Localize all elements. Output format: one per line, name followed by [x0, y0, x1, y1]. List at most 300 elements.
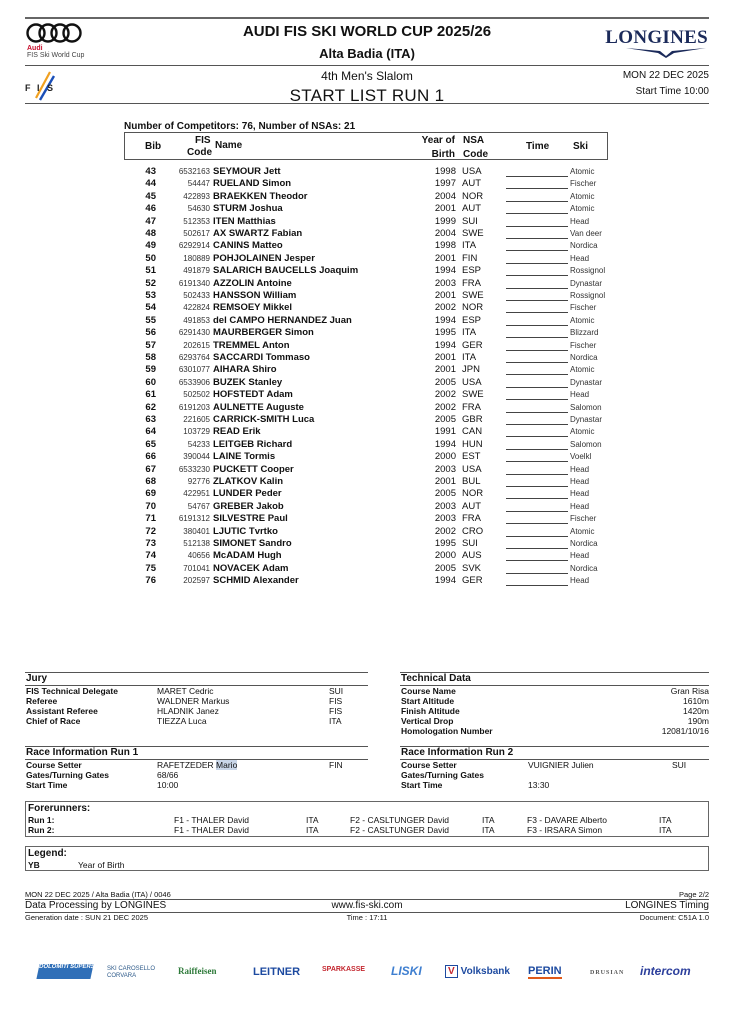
ski-brand: Head — [570, 477, 590, 486]
year-of-birth: 2005 — [434, 488, 456, 500]
athlete-name: ZLATKOV Kalin — [213, 476, 284, 487]
time-blank — [506, 290, 568, 301]
year-of-birth: 2004 — [434, 190, 456, 202]
competitor-row — [124, 191, 614, 203]
fis-code: 6293764 — [178, 353, 210, 362]
header-top-rule — [25, 17, 709, 19]
jury-role: Chief of Race — [26, 716, 81, 726]
svg-text:S: S — [47, 83, 54, 93]
year-of-birth: 2001 — [434, 352, 456, 363]
time-blank — [506, 340, 568, 351]
run2-start-label: Start Time — [401, 780, 443, 790]
nsa-code: BUL — [462, 476, 481, 487]
time-blank — [506, 216, 568, 227]
forerunner-3-nation: ITA — [659, 815, 672, 825]
fis-code: 54233 — [187, 439, 210, 449]
bib: 50 — [145, 252, 156, 264]
competitor-row — [124, 575, 614, 587]
competition-title: AUDI FIS SKI WORLD CUP 2025/26 — [242, 23, 492, 40]
competitor-row — [124, 216, 614, 228]
run1-course-setter-surname: RAFETZEDER — [157, 760, 214, 770]
bib: 46 — [145, 203, 156, 215]
fis-code: 6301077 — [178, 365, 210, 375]
jury-role: FIS Technical Delegate — [26, 686, 118, 696]
year-of-birth: 1991 — [434, 426, 456, 438]
athlete-name: CANINS Matteo — [213, 240, 283, 252]
year-of-birth: 1997 — [434, 178, 456, 190]
nsa-code: NOR — [462, 302, 484, 314]
forerunner-3: F3 - IRSARA Simon — [527, 825, 603, 835]
document-title: START LIST RUN 1 — [289, 86, 445, 105]
time-blank — [506, 513, 568, 524]
nsa-code: USA — [462, 463, 482, 475]
ski-brand: Van deer — [570, 229, 602, 238]
nsa-code: SWE — [462, 228, 484, 239]
ski-brand: Dynastar — [570, 278, 603, 288]
athlete-name: RUELAND Simon — [213, 178, 292, 190]
footer-timing: LONGINES Timing — [625, 900, 709, 911]
legend-meaning: Year of Birth — [78, 860, 125, 870]
year-of-birth: 2001 — [434, 290, 456, 301]
ski-brand: Nordica — [570, 353, 598, 362]
run1-course-setter-firstname-selected[interactable]: Mario — [216, 760, 238, 770]
athlete-name: AZZOLIN Antoine — [213, 277, 292, 289]
athlete-name: READ Erik — [213, 426, 261, 438]
nsa-code: AUS — [462, 550, 482, 562]
year-of-birth: 2003 — [434, 513, 456, 525]
year-of-birth: 2002 — [434, 401, 456, 413]
ski-brand: Fischer — [570, 340, 597, 350]
competitor-row — [124, 526, 614, 538]
forerunner-1: F1 - THALER David — [174, 815, 249, 825]
longines-wings-icon — [620, 46, 712, 58]
volksbank-v-icon: V — [445, 965, 458, 978]
forerunner-run-label: Run 2: — [28, 825, 55, 835]
competitor-count: Number of Competitors: 76, Number of NSAs: 21 — [124, 121, 356, 132]
athlete-name: SILVESTRE Paul — [213, 513, 288, 525]
bib: 65 — [145, 438, 156, 450]
competitor-row — [124, 501, 614, 513]
col-time: Time — [526, 141, 550, 152]
bib: 68 — [145, 476, 156, 487]
fis-code: 502433 — [183, 291, 210, 300]
athlete-name: POHJOLAINEN Jesper — [213, 252, 315, 264]
jury-role: Referee — [26, 696, 58, 706]
ski-brand: Voelkl — [570, 452, 592, 462]
ski-brand: Nordica — [570, 563, 598, 573]
bib: 58 — [145, 352, 156, 363]
ski-brand: Dynastar — [570, 377, 603, 387]
competitor-row — [124, 538, 614, 550]
time-blank — [506, 166, 568, 177]
ski-brand: Dynastar — [570, 415, 603, 424]
bib: 52 — [145, 277, 156, 289]
bib: 71 — [145, 513, 156, 525]
year-of-birth: 2002 — [434, 525, 456, 537]
technical-label: Vertical Drop — [401, 716, 454, 726]
athlete-name: SALARICH BAUCELLS Joaquim — [213, 265, 359, 277]
bib: 45 — [145, 190, 156, 202]
year-of-birth: 1998 — [434, 166, 456, 177]
fis-code: 202597 — [183, 576, 210, 586]
time-blank — [506, 550, 568, 561]
year-of-birth: 2001 — [434, 364, 456, 376]
fis-code: 491879 — [183, 266, 210, 276]
bib: 67 — [145, 463, 156, 475]
bib: 76 — [145, 575, 156, 587]
fis-code: 422951 — [183, 489, 210, 499]
run2-course-setter-nation: SUI — [672, 760, 687, 770]
time-blank — [506, 178, 568, 189]
technical-label: Course Name — [401, 686, 456, 696]
ski-brand: Atomic — [570, 526, 595, 536]
time-blank — [506, 414, 568, 425]
bib: 54 — [145, 302, 156, 314]
fis-code: 502617 — [183, 229, 210, 238]
competitor-row — [124, 389, 614, 401]
ski-brand: Head — [570, 576, 590, 586]
audi-wordmark: Audi — [27, 45, 43, 52]
bib: 74 — [145, 550, 156, 562]
athlete-name: HANSSON William — [213, 290, 297, 301]
sponsor-dolomiti-superski: DOLOMITI SUPERSKI — [36, 964, 93, 979]
volksbank-label: Volksbank — [460, 966, 510, 977]
time-blank — [506, 327, 568, 338]
run2-start: 13:30 — [528, 780, 550, 790]
competitor-row — [124, 203, 614, 215]
nsa-code: SWE — [462, 389, 484, 401]
time-blank — [506, 265, 568, 276]
competitor-row — [124, 488, 614, 500]
run2-course-setter-label: Course Setter — [401, 760, 457, 770]
time-blank — [506, 402, 568, 413]
competitor-row — [124, 278, 614, 290]
nsa-code: FRA — [462, 401, 481, 413]
nsa-code: FRA — [462, 277, 481, 289]
longines-logo: LONGINES — [605, 27, 708, 48]
nsa-code: USA — [462, 376, 482, 388]
run1-course-setter-label: Course Setter — [26, 760, 82, 770]
athlete-name: HOFSTEDT Adam — [213, 389, 293, 401]
time-blank — [506, 377, 568, 388]
audi-world-cup-label: FIS Ski World Cup — [27, 52, 85, 59]
year-of-birth: 2005 — [434, 414, 456, 425]
ski-brand: Head — [570, 253, 590, 263]
athlete-name: MAURBERGER Simon — [213, 327, 314, 339]
bib: 62 — [145, 401, 156, 413]
fis-code: 92776 — [187, 477, 210, 486]
time-blank — [506, 575, 568, 586]
fis-code: 6533906 — [178, 377, 210, 387]
legend-abbr: YB — [28, 860, 40, 870]
run1-title: Race Information Run 1 — [26, 747, 139, 758]
time-blank — [506, 526, 568, 537]
fis-code: 180889 — [183, 253, 210, 263]
jury-member: MARET Cedric — [157, 686, 214, 696]
jury-member: WALDNER Markus — [157, 696, 230, 706]
jury-nation: SUI — [329, 686, 344, 696]
ski-brand: Head — [570, 390, 590, 400]
header-bottom-rule — [25, 103, 709, 104]
race-date: MON 22 DEC 2025 — [622, 70, 709, 81]
nsa-code: AUT — [462, 178, 481, 190]
bib: 51 — [145, 265, 156, 277]
forerunner-3-nation: ITA — [659, 825, 672, 835]
jury-member: HLADNIK Janez — [157, 706, 219, 716]
technical-label: Homologation Number — [401, 726, 493, 736]
fis-code: 6292914 — [178, 241, 210, 251]
year-of-birth: 1995 — [434, 538, 456, 549]
nsa-code: CAN — [462, 426, 483, 438]
athlete-name: BRAEKKEN Theodor — [213, 190, 308, 202]
footer-page: Page 2/2 — [678, 890, 709, 899]
bib: 49 — [145, 240, 156, 252]
ski-brand: Atomic — [570, 365, 595, 375]
jury-role: Assistant Referee — [26, 706, 98, 716]
svg-text:I: I — [37, 83, 40, 93]
bib: 66 — [145, 451, 156, 463]
year-of-birth: 2005 — [434, 376, 456, 388]
forerunner-1-nation: ITA — [306, 815, 319, 825]
forerunner-2: F2 - CASLTUNGER David — [350, 815, 450, 825]
competitor-row — [124, 451, 614, 463]
bib: 56 — [145, 327, 156, 339]
footer-website[interactable]: www.fis-ski.com — [331, 900, 403, 911]
jury-nation: ITA — [329, 716, 342, 726]
nsa-code: SUI — [462, 215, 478, 227]
time-blank — [506, 315, 568, 326]
time-blank — [506, 253, 568, 264]
year-of-birth: 1994 — [434, 575, 456, 587]
year-of-birth: 2003 — [434, 463, 456, 475]
col-yob-2: Birth — [431, 149, 455, 160]
run1-course-setter — [157, 760, 237, 770]
fis-code: 422893 — [183, 191, 210, 201]
nsa-code: FRA — [462, 513, 481, 525]
bib: 72 — [145, 525, 156, 537]
athlete-name: LEITGEB Richard — [213, 438, 293, 450]
ski-brand: Atomic — [570, 167, 595, 176]
competitor-row — [124, 563, 614, 575]
fis-code: 6532163 — [178, 167, 210, 176]
ski-brand: Nordica — [570, 241, 598, 251]
nsa-code: GER — [462, 575, 483, 587]
competitor-row — [124, 377, 614, 389]
technical-value: 1610m — [683, 696, 709, 706]
fis-code: 6533230 — [178, 464, 210, 474]
footer-data-processing: Data Processing by LONGINES — [25, 900, 167, 911]
col-ski: Ski — [573, 141, 589, 152]
athlete-name: CARRICK-SMITH Luca — [213, 414, 315, 425]
run2-title: Race Information Run 2 — [401, 747, 514, 758]
competitor-row — [124, 513, 614, 525]
fis-code: 701041 — [183, 563, 210, 573]
nsa-code: ESP — [462, 314, 482, 326]
forerunner-2-nation: ITA — [482, 825, 495, 835]
competitor-row — [124, 178, 614, 190]
year-of-birth: 1994 — [434, 438, 456, 450]
year-of-birth: 2002 — [434, 389, 456, 401]
ski-brand: Atomic — [570, 315, 595, 325]
nsa-code: HUN — [462, 438, 483, 450]
bib: 57 — [145, 339, 156, 351]
time-blank — [506, 563, 568, 574]
run2-course-setter: VUIGNIER Julien — [528, 760, 594, 770]
nsa-code: SUI — [462, 538, 478, 549]
ski-brand: Salomon — [570, 439, 602, 449]
competitor-row — [124, 426, 614, 438]
run1-course-setter-nation: FIN — [329, 760, 343, 770]
competitor-row — [124, 439, 614, 451]
technical-label: Start Altitude — [401, 696, 455, 706]
technical-value: 190m — [687, 716, 709, 726]
fis-code: 512138 — [183, 539, 210, 548]
fis-code: 6191312 — [178, 514, 210, 524]
time-blank — [506, 389, 568, 400]
competitor-row — [124, 364, 614, 376]
competitor-row — [124, 253, 614, 265]
year-of-birth: 2002 — [434, 302, 456, 314]
fis-code: 6191203 — [178, 402, 210, 412]
year-of-birth: 2000 — [434, 550, 456, 562]
athlete-name: del CAMPO HERNANDEZ Juan — [213, 314, 352, 326]
competitor-row — [124, 265, 614, 277]
footer-document: Document: C51A 1.0 — [639, 913, 709, 922]
nsa-code: SVK — [462, 562, 482, 574]
year-of-birth: 1998 — [434, 240, 456, 252]
time-blank — [506, 439, 568, 450]
time-blank — [506, 228, 568, 239]
nsa-code: ITA — [462, 352, 477, 363]
time-blank — [506, 426, 568, 437]
year-of-birth: 2001 — [434, 252, 456, 264]
bib: 61 — [145, 389, 156, 401]
athlete-name: ITEN Matthias — [213, 215, 276, 227]
year-of-birth: 2003 — [434, 277, 456, 289]
time-blank — [506, 278, 568, 289]
athlete-name: STURM Joshua — [213, 203, 283, 215]
ski-brand: Rossignol — [570, 291, 606, 300]
athlete-name: SCHMID Alexander — [213, 575, 299, 587]
competitor-row — [124, 315, 614, 327]
svg-text:F: F — [25, 83, 31, 93]
competitor-row — [124, 464, 614, 476]
athlete-name: BUZEK Stanley — [213, 376, 283, 388]
ski-brand: Fischer — [570, 303, 597, 313]
bib: 59 — [145, 364, 156, 376]
time-blank — [506, 501, 568, 512]
competitor-row — [124, 550, 614, 562]
footer-generation-date: Generation date : SUN 21 DEC 2025 — [25, 913, 148, 922]
bib: 70 — [145, 500, 156, 512]
bib: 73 — [145, 538, 156, 549]
technical-label: Finish Altitude — [401, 706, 460, 716]
athlete-name: McADAM Hugh — [213, 550, 282, 562]
nsa-code: EST — [462, 451, 481, 463]
nsa-code: ITA — [462, 327, 477, 339]
athlete-name: SEYMOUR Jett — [213, 166, 281, 177]
nsa-code: JPN — [462, 364, 480, 376]
competitor-row — [124, 327, 614, 339]
ski-brand: Fischer — [570, 514, 597, 524]
ski-brand: Head — [570, 551, 590, 561]
event-name: 4th Men's Slalom — [321, 69, 413, 83]
fis-code: 491853 — [183, 315, 210, 325]
ski-brand: Nordica — [570, 539, 598, 548]
fis-code: 54447 — [187, 179, 210, 189]
technical-value: 1420m — [683, 706, 709, 716]
fis-code: 6291430 — [178, 328, 210, 338]
jury-top-rule — [25, 672, 368, 673]
competitor-row — [124, 240, 614, 252]
jury-nation: FIS — [329, 696, 343, 706]
run2-gates-label: Gates/Turning Gates — [401, 770, 484, 780]
nsa-code: AUT — [462, 500, 481, 512]
sponsor-intercom: intercom — [640, 964, 691, 978]
sponsor-perin: PERIN — [528, 965, 562, 977]
bib: 47 — [145, 215, 156, 227]
time-blank — [506, 464, 568, 475]
competitor-row — [124, 352, 614, 364]
sponsor-drusian: DRUSIAN — [590, 970, 625, 976]
year-of-birth: 1994 — [434, 265, 456, 277]
col-nsa-2: Code — [463, 149, 488, 160]
nsa-code: ESP — [462, 265, 482, 277]
fis-code: 221605 — [183, 415, 210, 424]
bib: 69 — [145, 488, 156, 500]
forerunners-title: Forerunners: — [28, 803, 91, 814]
athlete-name: LAINE Tormis — [213, 451, 276, 463]
athlete-name: GREBER Jakob — [213, 500, 284, 512]
year-of-birth: 1994 — [434, 339, 456, 351]
start-time: Start Time 10:00 — [635, 86, 709, 97]
athlete-name: PUCKETT Cooper — [213, 463, 294, 475]
col-name: Name — [215, 140, 243, 151]
forerunner-2: F2 - CASLTUNGER David — [350, 825, 450, 835]
header-mid-rule — [25, 65, 709, 66]
col-nsa-1: NSA — [463, 135, 485, 146]
time-blank — [506, 451, 568, 462]
col-fis-code-2: Code — [187, 147, 212, 158]
bib: 44 — [145, 178, 156, 190]
athlete-name: TREMMEL Anton — [213, 339, 290, 351]
year-of-birth: 2000 — [434, 451, 456, 463]
athlete-name: SACCARDI Tommaso — [213, 352, 310, 363]
time-blank — [506, 538, 568, 549]
year-of-birth: 2004 — [434, 228, 456, 239]
nsa-code: NOR — [462, 488, 484, 500]
year-of-birth: 1994 — [434, 314, 456, 326]
fis-code: 502502 — [183, 390, 210, 400]
jury-member: TIEZZA Luca — [157, 716, 207, 726]
year-of-birth: 2001 — [434, 203, 456, 215]
fis-code: 380401 — [183, 526, 210, 536]
nsa-code: FIN — [462, 252, 478, 264]
sponsor-raiffeisen: Raiffeisen — [178, 966, 217, 976]
nsa-code: NOR — [462, 190, 484, 202]
sponsor-volksbank — [445, 966, 510, 977]
run1-gates-label: Gates/Turning Gates — [26, 770, 109, 780]
ski-brand: Head — [570, 489, 590, 499]
athlete-name: AX SWARTZ Fabian — [213, 228, 303, 239]
ski-brand: Rossignol — [570, 266, 606, 276]
year-of-birth: 1999 — [434, 215, 456, 227]
time-blank — [506, 476, 568, 487]
time-blank — [506, 240, 568, 251]
nsa-code: AUT — [462, 203, 481, 215]
athlete-name: REMSOEY Mikkel — [213, 302, 293, 314]
fis-code: 6191340 — [178, 278, 210, 288]
